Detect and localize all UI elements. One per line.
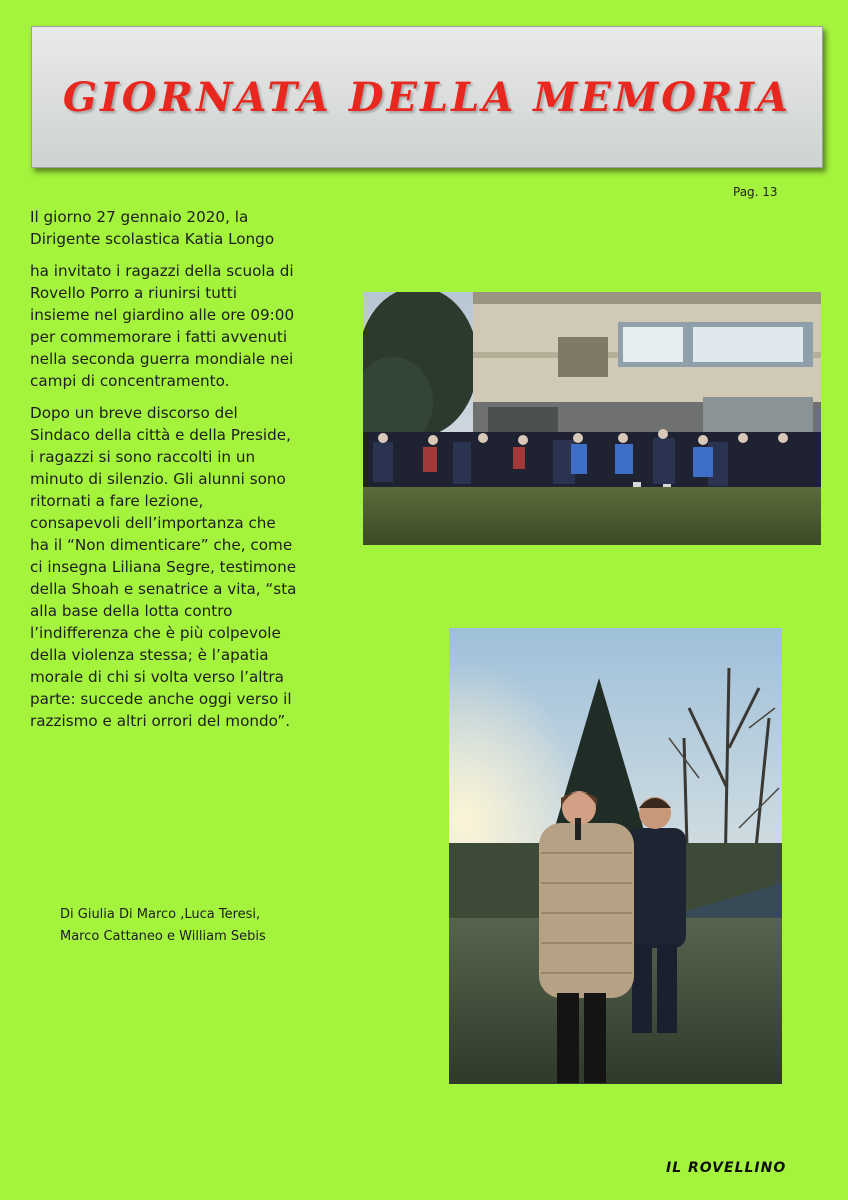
article-paragraph: Il giorno 27 gennaio 2020, la Dirigente scolastica Katia Longo (30, 208, 275, 248)
byline-line: Marco Cattaneo e William Sebis (60, 929, 266, 944)
article-paragraph: ha invitato i ragazzi della scuola di Rovello Porro a riunirsi tutti insieme nel giardino alle ore 09:00 per commemorare i fatti avvenuti nella seconda guerra mondiale nei campi di concentramento. (30, 262, 295, 390)
magazine-name: IL ROVELLINO (666, 1160, 787, 1176)
byline-line: Di Giulia Di Marco ,Luca Teresi, (60, 907, 261, 922)
article-body (30, 206, 298, 742)
article-paragraph: Dopo un breve discorso del Sindaco della città e della Preside, i ragazzi si sono raccolti in un minuto di silenzio. Gli alunni sono ritornati a fare lezione, consapevoli dell’importanza che ha il “Non dimenticare” che, come ci insegna Liliana Segre, testimone della Shoah e senatrice a vita, “sta alla base della lotta contro l’indifferenza che è più colpevole della violenza stessa; è l’apatia morale di chi si volta verso l’altra parte: succede anche oggi verso il razzismo e altri orrori del mondo”. (30, 404, 297, 730)
photo-speech (449, 628, 782, 1084)
page-title: GIORNATA DELLA MEMORIA (62, 73, 792, 121)
title-banner (31, 26, 823, 168)
page-number: Pag. 13 (733, 185, 778, 199)
byline (60, 904, 320, 948)
photo-students-gathering (363, 292, 821, 545)
